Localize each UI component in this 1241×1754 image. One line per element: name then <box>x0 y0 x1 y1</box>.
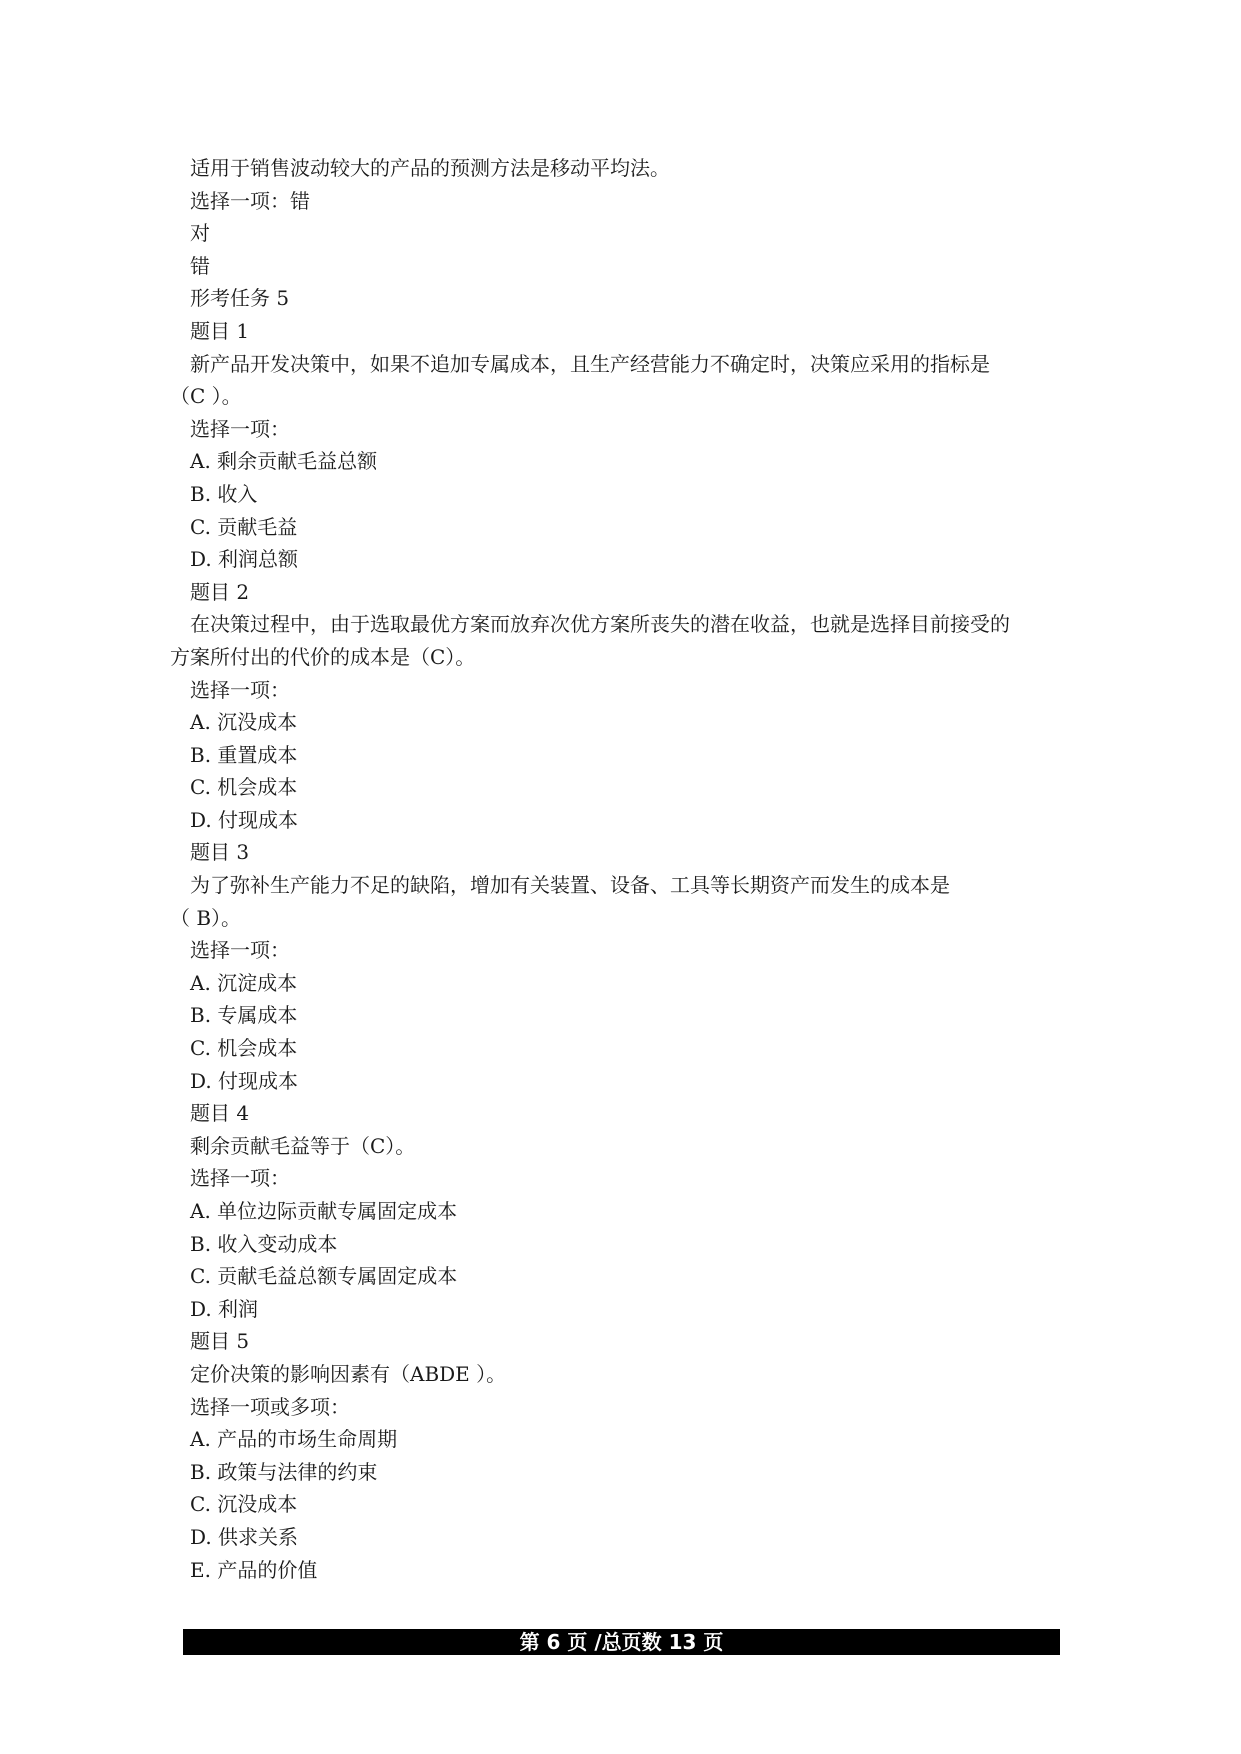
page-footer <box>183 1629 1060 1655</box>
option-line: B. 重置成本 <box>190 742 298 767</box>
question-text: 新产品开发决策中，如果不追加专属成本，且生产经营能力不确定时，决策应采用的指标是 <box>190 351 990 376</box>
select-prompt: 选择一项或多项： <box>190 1394 350 1419</box>
option-line: D. 付现成本 <box>190 807 299 832</box>
text-line: 适用于销售波动较大的产品的预测方法是移动平均法。 <box>190 156 670 180</box>
option-line: A. 沉没成本 <box>190 710 298 735</box>
option-line: A. 沉淀成本 <box>190 970 298 995</box>
question-number: 题目 5 <box>190 1329 250 1354</box>
option-line: C. 贡献毛益总额专属固定成本 <box>190 1264 458 1289</box>
question-text: 在决策过程中，由于选取最优方案而放弃次优方案所丧失的潜在收益，也就是选择目前接受的 <box>190 612 1010 637</box>
document-body <box>170 152 1070 1586</box>
question-number: 题目 3 <box>190 840 250 865</box>
question-number: 题目 2 <box>190 579 250 604</box>
option-line: C. 机会成本 <box>190 775 298 800</box>
option-line: D. 供求关系 <box>190 1524 299 1549</box>
question-number: 题目 1 <box>190 318 250 343</box>
option-line: C. 沉没成本 <box>190 1492 298 1517</box>
question-text: 定价决策的影响因素有（ABDE ）。 <box>190 1361 507 1386</box>
select-prompt: 选择一项： <box>190 416 290 441</box>
select-prompt: 选择一项： <box>190 1166 290 1191</box>
option-line: B. 专属成本 <box>190 1003 298 1028</box>
option-line: B. 收入 <box>190 481 258 506</box>
question-text-continued: 方案所付出的代价的成本是（C）。 <box>170 644 476 669</box>
option-line: D. 利润 <box>190 1296 259 1321</box>
page-number-label: 第 6 页 /总页数 13 页 <box>519 1630 724 1654</box>
option-line: E. 产品的价值 <box>190 1557 318 1582</box>
select-prompt: 选择一项： <box>190 938 290 963</box>
option-line: B. 收入变动成本 <box>190 1231 338 1256</box>
option-line: A. 剩余贡献毛益总额 <box>190 449 378 474</box>
select-prompt: 选择一项： <box>190 677 290 702</box>
question-text: 为了弥补生产能力不足的缺陷，增加有关装置、设备、工具等长期资产而发生的成本是 <box>190 873 950 898</box>
question-text-continued: （C ）。 <box>170 384 242 409</box>
option-line: D. 付现成本 <box>190 1068 299 1093</box>
option-line: B. 政策与法律的约束 <box>190 1459 378 1484</box>
option-line: 错 <box>190 253 210 278</box>
question-number: 题目 4 <box>190 1101 250 1126</box>
option-line: C. 机会成本 <box>190 1036 298 1061</box>
section-title: 形考任务 5 <box>190 286 290 311</box>
question-text: 剩余贡献毛益等于（C）。 <box>190 1133 416 1158</box>
option-line: D. 利润总额 <box>190 547 299 572</box>
option-line: A. 产品的市场生命周期 <box>190 1427 398 1452</box>
select-one-answer: 选择一项：错 <box>190 188 310 213</box>
option-line: A. 单位边际贡献专属固定成本 <box>190 1199 458 1223</box>
option-line: C. 贡献毛益 <box>190 514 298 539</box>
option-line: 对 <box>190 221 210 246</box>
question-text-continued: （ B）。 <box>170 905 242 930</box>
